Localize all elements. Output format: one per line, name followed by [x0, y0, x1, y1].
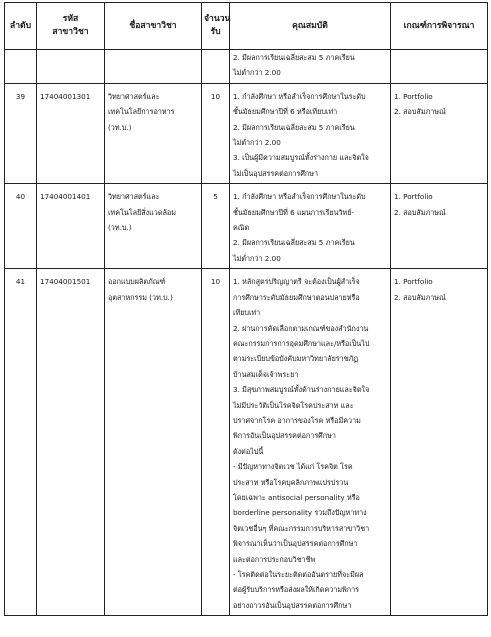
- qual-line: ตามระเบียบข้อบังคับมหาวิทยาลัยราชภัฏ: [233, 354, 359, 364]
- cell-qualifications: [230, 269, 391, 616]
- table-row: [5, 269, 488, 616]
- qual-line: 1. หลักสูตรปริญญาตรี จะต้องเป็นผู้สำเร็จ: [233, 277, 360, 287]
- criteria-line: 2. สอบสัมภาษณ์: [394, 107, 446, 117]
- cell-code: 17404001301: [37, 83, 105, 183]
- qual-line: - โรคติดต่อในระยะติดต่ออันตรายที่จะมีผล: [233, 570, 364, 579]
- header-code: [37, 3, 105, 50]
- qual-line: อย่างถาวรอันเป็นอุปสรรคต่อการศึกษา: [233, 600, 352, 610]
- qual-line: ดังต่อไปนี้: [233, 446, 264, 456]
- cell-seats: 10: [202, 269, 230, 616]
- admission-table: [4, 2, 488, 616]
- cell-empty: [391, 50, 488, 84]
- qual-line: พิจารณาเห็นว่าเป็นอุปสรรคต่อการศึกษา: [233, 539, 358, 549]
- qual-line: 2. มีผลการเรียนเฉลี่ยสะสม 5 ภาคเรียน: [233, 122, 355, 132]
- qual-line: การศึกษาระดับมัธยมศึกษาตอนปลายหรือ: [233, 292, 360, 302]
- criteria-line: 1. Portfolio: [394, 277, 433, 287]
- header-seats: [202, 3, 230, 50]
- qual-line: และต่อการประกอบวิชาชีพ: [233, 554, 316, 564]
- qual-line: ประสาท หรือโรคบุคลิกภาพแปรปรวน: [233, 477, 349, 487]
- cell-qualifications: [230, 83, 391, 183]
- cell-seats: 5: [202, 184, 230, 269]
- qual-line: ไม่ต่ำกว่า 2.00: [233, 68, 281, 78]
- qual-line: คณิต: [233, 223, 250, 233]
- cell-major: [105, 83, 202, 183]
- header-seats-line: รับ: [210, 27, 221, 37]
- header-code-line: รหัส: [62, 14, 79, 24]
- cell-criteria: [391, 184, 488, 269]
- qual-line: 1. กำลังศึกษา หรือสำเร็จการศึกษาในระดับ: [233, 91, 366, 101]
- cell-empty: [5, 50, 37, 84]
- major-line: เทคโนโลยีการอาหาร: [108, 107, 175, 117]
- qual-line: โดยเฉพาะ antisocial personality หรือ: [233, 492, 360, 502]
- major-line: (วท.บ.): [108, 223, 132, 233]
- qual-line: 2. ผ่านการคัดเลือกตามเกณฑ์ของสำนักงาน: [233, 323, 369, 333]
- cell-qualifications: [230, 50, 391, 84]
- qual-line: 2. มีผลการเรียนเฉลี่ยสะสม 5 ภาคเรียน: [233, 53, 355, 62]
- cell-major: [105, 269, 202, 616]
- major-line: วิทยาศาสตร์และ: [108, 91, 160, 101]
- header-code-line: สาขาวิชา: [52, 27, 89, 37]
- criteria-line: 2. สอบสัมภาษณ์: [394, 207, 446, 217]
- cell-seats: 10: [202, 83, 230, 183]
- criteria-line: 2. สอบสัมภาษณ์: [394, 292, 446, 302]
- major-line: อุตสาหกรรม (วท.บ.): [108, 292, 173, 302]
- qual-line: เทียบเท่า: [233, 308, 261, 318]
- qual-line: ชั้นมัธยมศึกษาปีที่ 6 แผนการเรียนวิทย์-: [233, 207, 355, 217]
- qual-line: 2. มีผลการเรียนเฉลี่ยสะสม 5 ภาคเรียน: [233, 238, 355, 248]
- cell-order: 41: [5, 269, 37, 616]
- header-criteria: เกณฑ์การพิจารณา: [391, 3, 488, 50]
- cell-criteria: [391, 83, 488, 183]
- table-row: [5, 184, 488, 269]
- qual-line: borderline personality รวมถึงปัญหาทาง: [233, 508, 367, 518]
- qual-line: จิตเวชอื่นๆ ที่คณะกรรมการบริหารสาขาวิชา: [233, 523, 370, 533]
- cell-empty: [202, 50, 230, 84]
- cell-order: 40: [5, 184, 37, 269]
- criteria-line: 1. Portfolio: [394, 91, 433, 101]
- qual-line: คณะกรรมการการอุดมศึกษาและ/หรือเป็นไป: [233, 338, 370, 348]
- qual-line: 3. มีสุขภาพสมบูรณ์ทั้งด้านร่างกายและจิตใจ: [233, 385, 370, 395]
- table-row-continued: [5, 50, 488, 84]
- cell-criteria: [391, 269, 488, 616]
- qual-line: ไม่ต่ำกว่า 2.00: [233, 253, 281, 263]
- cell-order: 39: [5, 83, 37, 183]
- header-order: ลำดับ: [5, 3, 37, 50]
- cell-empty: [37, 50, 105, 84]
- criteria-line: 1. Portfolio: [394, 192, 433, 202]
- table-row: [5, 83, 488, 183]
- qual-line: 1. กำลังศึกษา หรือสำเร็จการศึกษาในระดับ: [233, 192, 366, 202]
- cell-major: [105, 184, 202, 269]
- cell-code: 17404001501: [37, 269, 105, 616]
- qual-line: 3. เป็นผู้มีความสมบูรณ์ทั้งร่างกาย และจิตใจ: [233, 153, 369, 163]
- table-header-row: [5, 3, 488, 50]
- major-line: วิทยาศาสตร์และ: [108, 192, 160, 202]
- cell-empty: [105, 50, 202, 84]
- cell-qualifications: [230, 184, 391, 269]
- qual-line: บ้านสมเด็จเจ้าพระยา: [233, 369, 299, 379]
- header-seats-line: จำนวน: [204, 14, 231, 24]
- qual-line: ไม่ต่ำกว่า 2.00: [233, 138, 281, 148]
- qual-line: ไม่มีประวัติเป็นโรคจิตโรคประสาท และ: [233, 400, 354, 410]
- header-qualifications: คุณสมบัติ: [230, 3, 391, 50]
- qual-line: - มีปัญหาทางจิตเวช ได้แก่ โรคจิต โรค: [233, 462, 353, 472]
- qual-line: ต่อผู้รับบริการหรือส่งผลให้เกิดความพิการ: [233, 585, 360, 595]
- header-major: ชื่อสาขาวิชา: [105, 3, 202, 50]
- major-line: ออกแบบผลิตภัณฑ์: [108, 277, 166, 287]
- qual-line: ชั้นมัธยมศึกษาปีที่ 6 หรือเทียบเท่า: [233, 107, 338, 117]
- qual-line: ไม่เป็นอุปสรรคต่อการศึกษา: [233, 168, 319, 178]
- major-line: เทคโนโลยีสิ่งแวดล้อม: [108, 207, 176, 217]
- cell-code: 17404001401: [37, 184, 105, 269]
- qual-line: พิการอันเป็นอุปสรรคต่อการศึกษา: [233, 431, 336, 441]
- qual-line: ปราศจากโรค อาการของโรค หรือมีความ: [233, 415, 361, 425]
- major-line: (วท.บ.): [108, 122, 132, 132]
